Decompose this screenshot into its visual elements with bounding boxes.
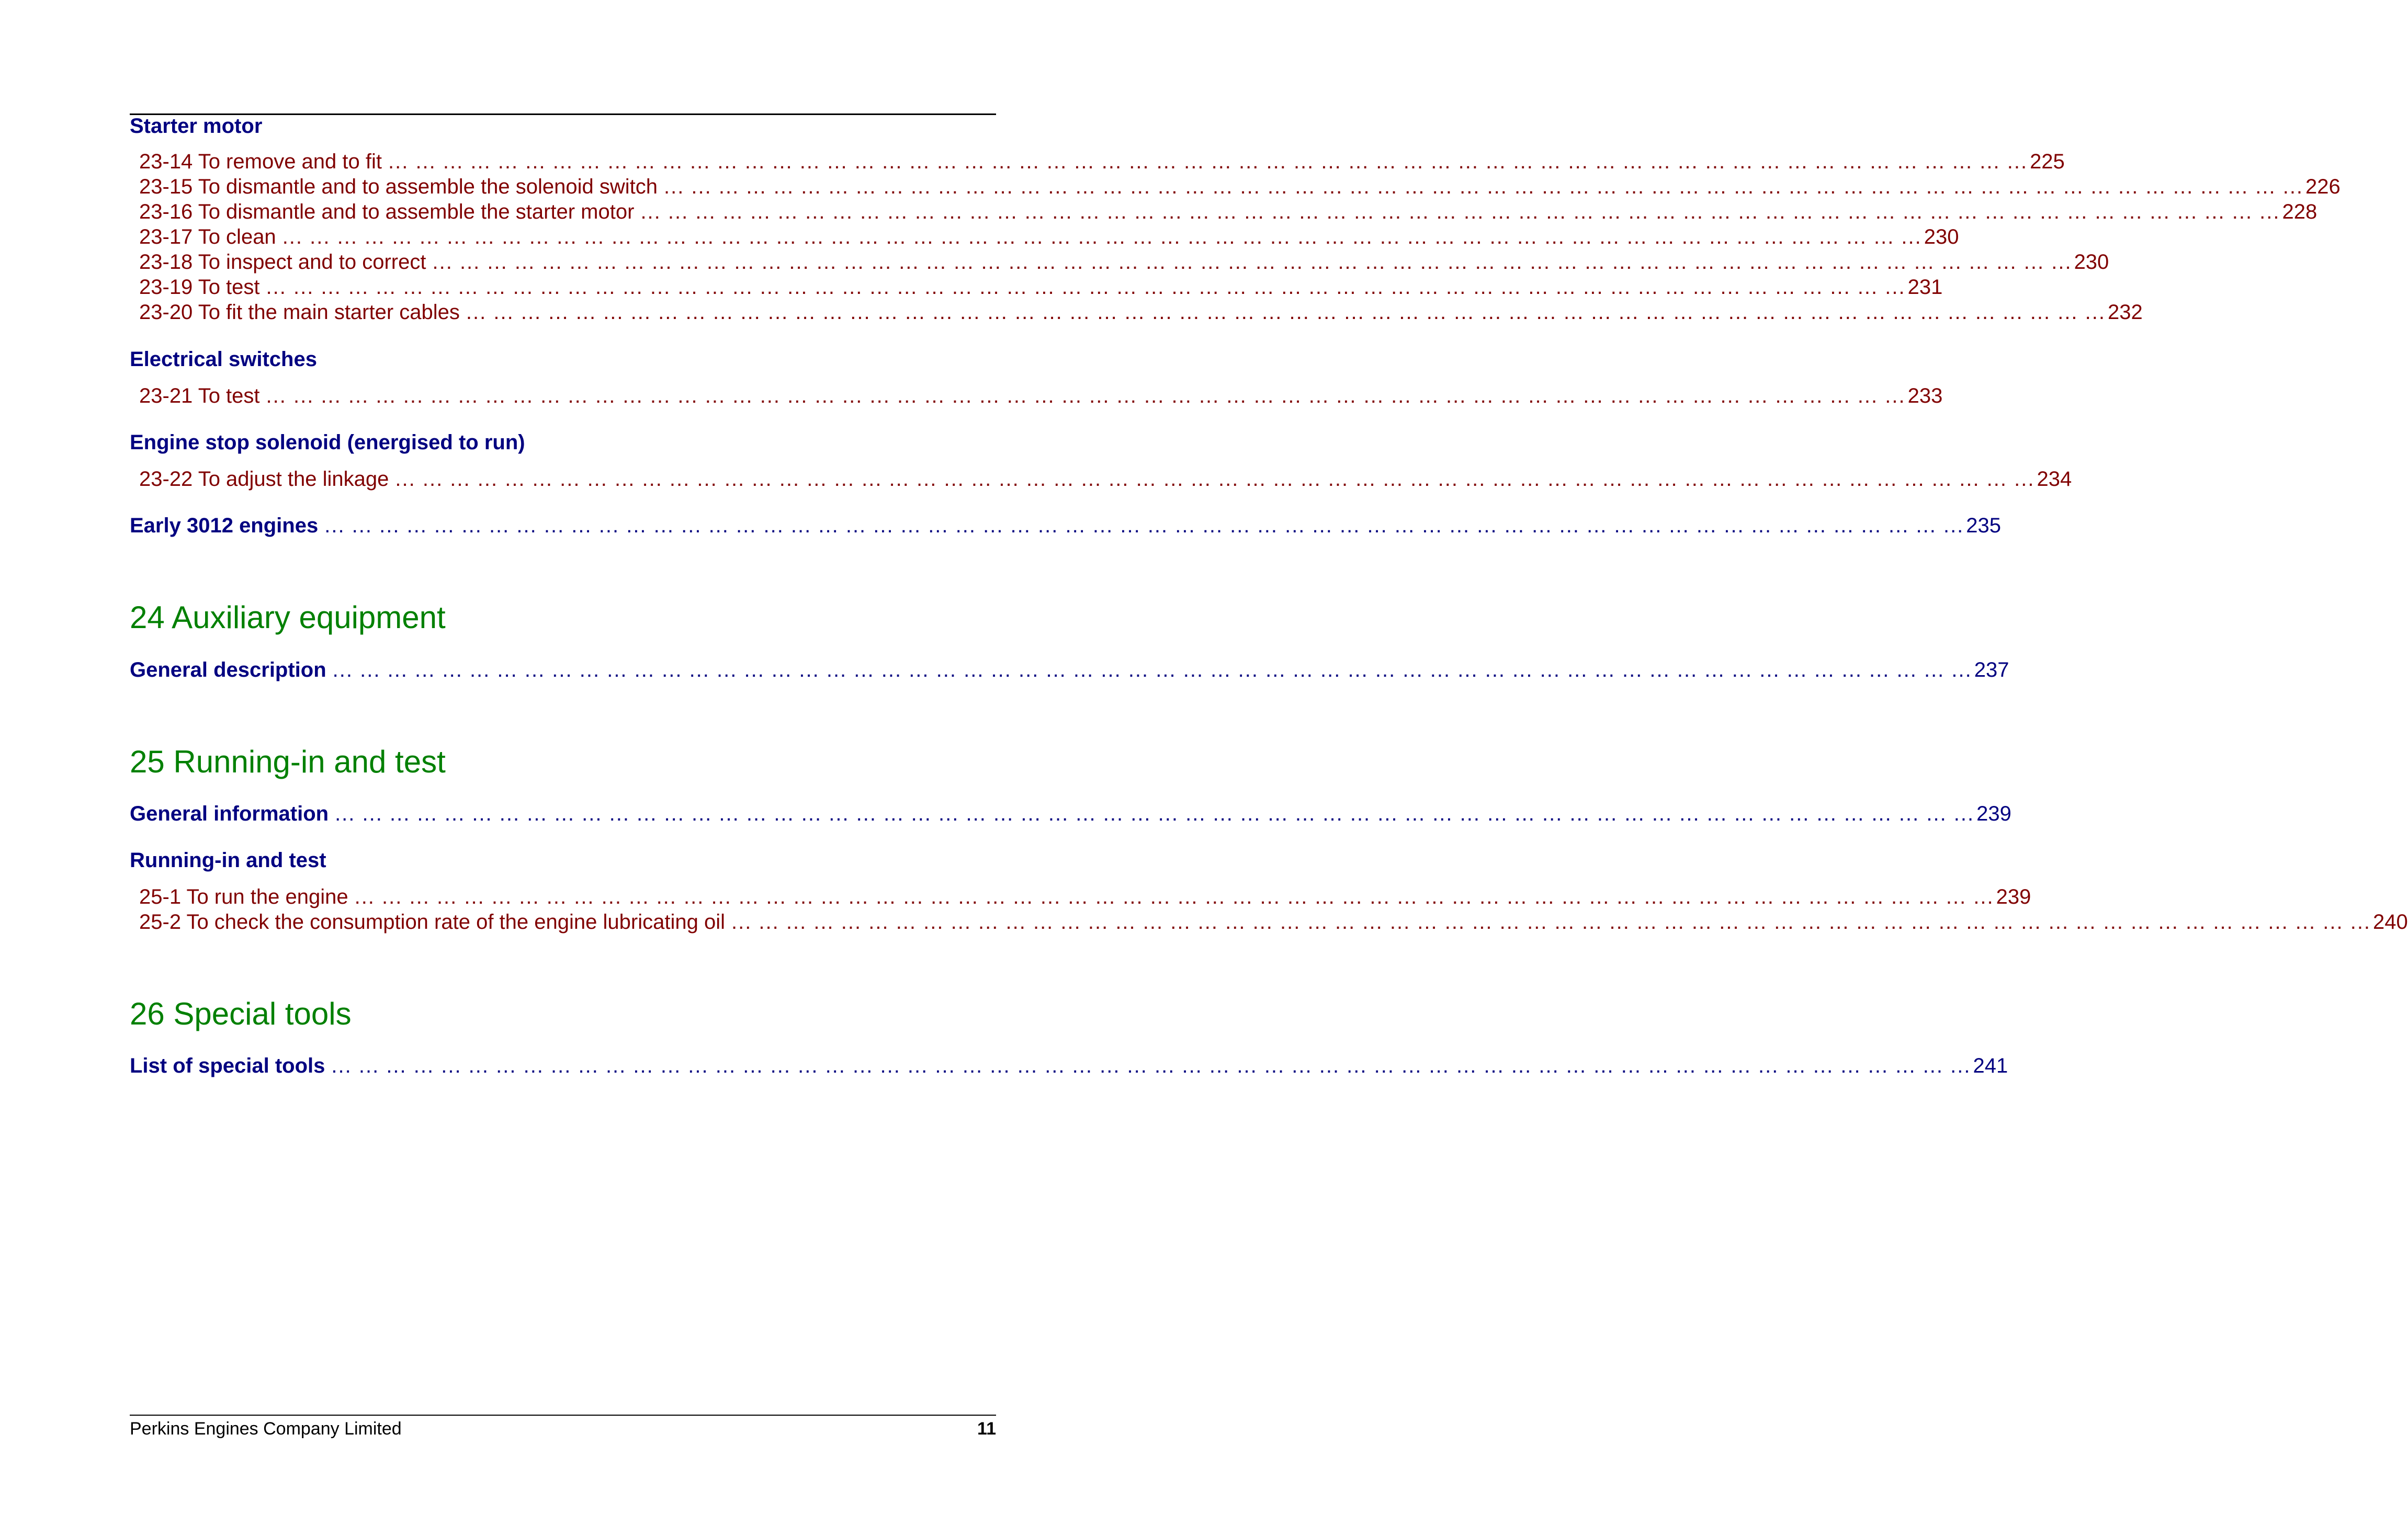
toc-section-general-information[interactable] [130, 801, 2011, 826]
dot-leader: ... ... ... ... ... ... ... ... ... ... ... ... ... ... ... ... ... ... ... ... ... ... ... ... ... ... ... ... ... ... ... ... ... ... ... ... ... ... ... ... ... ... ... ... ... ... ... ... ... ... ... ... ... ... ... ... ... ... ... ... [354, 885, 1994, 908]
toc-entry-page: 232 [2108, 301, 2143, 324]
toc-entry-page: 225 [2030, 150, 2065, 173]
heading-starter-motor: Starter motor [130, 115, 263, 138]
toc-entry-25-1[interactable] [139, 884, 2031, 909]
dot-leader: ... ... ... ... ... ... ... ... ... ... ... ... ... ... ... ... ... ... ... ... ... ... ... ... ... ... ... ... ... ... ... ... ... ... ... ... ... ... ... ... ... ... ... ... ... ... ... ... ... ... ... ... ... ... ... ... ... ... ... ... [388, 150, 2028, 173]
toc-entry-page: 233 [1907, 384, 1943, 407]
toc-section-label: General information [130, 802, 329, 825]
chapter-24-title: 24 Auxiliary equipment [130, 600, 446, 635]
toc-entry-23-20[interactable] [139, 300, 2143, 325]
toc-entry-label: 25-2 To check the consumption rate of the engine lubricating oil [139, 910, 725, 934]
toc-entry-23-21[interactable] [139, 383, 1943, 408]
toc-entry-23-19[interactable] [139, 275, 1943, 300]
heading-engine-stop-solenoid: Engine stop solenoid (energised to run) [130, 431, 525, 454]
toc-entry-label: 23-17 To clean [139, 225, 276, 248]
toc-entry-23-17[interactable] [139, 224, 1959, 249]
toc-entry-label: 23-16 To dismantle and to assemble the starter motor [139, 200, 635, 223]
toc-entry-label: 23-18 To inspect and to correct [139, 251, 426, 274]
toc-section-label: List of special tools [130, 1054, 325, 1077]
toc-section-page: 237 [1974, 658, 2009, 681]
dot-leader: ... ... ... ... ... ... ... ... ... ... ... ... ... ... ... ... ... ... ... ... ... ... ... ... ... ... ... ... ... ... ... ... ... ... ... ... ... ... ... ... ... ... ... ... ... ... ... ... ... ... ... ... ... ... ... ... ... ... ... ... [332, 658, 1972, 681]
toc-entry-23-14[interactable] [139, 149, 2065, 174]
toc-entry-label: 23-22 To adjust the linkage [139, 468, 389, 491]
toc-entry-page: 239 [1996, 885, 2031, 908]
toc-entry-label: 23-19 To test [139, 276, 260, 299]
toc-entry-25-2[interactable] [139, 909, 2408, 935]
toc-section-list-of-special-tools[interactable] [130, 1053, 2008, 1078]
dot-leader: ... ... ... ... ... ... ... ... ... ... ... ... ... ... ... ... ... ... ... ... ... ... ... ... ... ... ... ... ... ... ... ... ... ... ... ... ... ... ... ... ... ... ... ... ... ... ... ... ... ... ... ... ... ... ... ... ... ... ... ... [640, 200, 2280, 223]
toc-entry-23-18[interactable] [139, 249, 2109, 275]
footer-rule [130, 1415, 996, 1416]
heading-running-in-and-test: Running-in and test [130, 849, 326, 872]
footer-page-number: 11 [977, 1419, 996, 1439]
toc-entry-label: 23-14 To remove and to fit [139, 150, 382, 173]
toc-entry-page: 228 [2282, 200, 2317, 223]
dot-leader: ... ... ... ... ... ... ... ... ... ... ... ... ... ... ... ... ... ... ... ... ... ... ... ... ... ... ... ... ... ... ... ... ... ... ... ... ... ... ... ... ... ... ... ... ... ... ... ... ... ... ... ... ... ... ... ... ... ... ... ... [331, 1054, 1971, 1077]
dot-leader: ... ... ... ... ... ... ... ... ... ... ... ... ... ... ... ... ... ... ... ... ... ... ... ... ... ... ... ... ... ... ... ... ... ... ... ... ... ... ... ... ... ... ... ... ... ... ... ... ... ... ... ... ... ... ... ... ... ... ... ... [663, 175, 2304, 198]
dot-leader: ... ... ... ... ... ... ... ... ... ... ... ... ... ... ... ... ... ... ... ... ... ... ... ... ... ... ... ... ... ... ... ... ... ... ... ... ... ... ... ... ... ... ... ... ... ... ... ... ... ... ... ... ... ... ... ... ... ... ... ... [731, 910, 2371, 934]
toc-entry-page: 230 [1924, 225, 1959, 248]
dot-leader: ... ... ... ... ... ... ... ... ... ... ... ... ... ... ... ... ... ... ... ... ... ... ... ... ... ... ... ... ... ... ... ... ... ... ... ... ... ... ... ... ... ... ... ... ... ... ... ... ... ... ... ... ... ... ... ... ... ... ... ... [335, 802, 1975, 825]
dot-leader: ... ... ... ... ... ... ... ... ... ... ... ... ... ... ... ... ... ... ... ... ... ... ... ... ... ... ... ... ... ... ... ... ... ... ... ... ... ... ... ... ... ... ... ... ... ... ... ... ... ... ... ... ... ... ... ... ... ... ... ... [432, 251, 2072, 274]
toc-section-label: Early 3012 engines [130, 514, 319, 537]
toc-entry-label: 23-15 To dismantle and to assemble the solenoid switch [139, 175, 658, 198]
toc-entry-23-16[interactable] [139, 199, 2317, 224]
dot-leader: ... ... ... ... ... ... ... ... ... ... ... ... ... ... ... ... ... ... ... ... ... ... ... ... ... ... ... ... ... ... ... ... ... ... ... ... ... ... ... ... ... ... ... ... ... ... ... ... ... ... ... ... ... ... ... ... ... ... ... ... [266, 276, 1906, 299]
toc-section-early-3012[interactable] [130, 513, 2002, 538]
dot-leader: ... ... ... ... ... ... ... ... ... ... ... ... ... ... ... ... ... ... ... ... ... ... ... ... ... ... ... ... ... ... ... ... ... ... ... ... ... ... ... ... ... ... ... ... ... ... ... ... ... ... ... ... ... ... ... ... ... ... ... ... [282, 225, 1922, 248]
toc-entry-page: 226 [2305, 175, 2341, 198]
dot-leader: ... ... ... ... ... ... ... ... ... ... ... ... ... ... ... ... ... ... ... ... ... ... ... ... ... ... ... ... ... ... ... ... ... ... ... ... ... ... ... ... ... ... ... ... ... ... ... ... ... ... ... ... ... ... ... ... ... ... ... ... [466, 301, 2106, 324]
toc-entry-page: 230 [2074, 251, 2109, 274]
toc-entry-label: 23-21 To test [139, 384, 260, 407]
toc-entry-page: 234 [2037, 468, 2072, 491]
dot-leader: ... ... ... ... ... ... ... ... ... ... ... ... ... ... ... ... ... ... ... ... ... ... ... ... ... ... ... ... ... ... ... ... ... ... ... ... ... ... ... ... ... ... ... ... ... ... ... ... ... ... ... ... ... ... ... ... ... ... ... ... [324, 514, 1964, 537]
toc-section-page: 239 [1976, 802, 2011, 825]
dot-leader: ... ... ... ... ... ... ... ... ... ... ... ... ... ... ... ... ... ... ... ... ... ... ... ... ... ... ... ... ... ... ... ... ... ... ... ... ... ... ... ... ... ... ... ... ... ... ... ... ... ... ... ... ... ... ... ... ... ... ... ... [395, 468, 2035, 491]
footer-company: Perkins Engines Company Limited [130, 1419, 402, 1439]
toc-entry-page: 240 [2373, 910, 2408, 934]
toc-entry-23-15[interactable] [139, 174, 2341, 199]
chapter-26-title: 26 Special tools [130, 996, 352, 1031]
toc-section-page: 241 [1973, 1054, 2008, 1077]
page-footer [130, 1417, 996, 1440]
dot-leader: ... ... ... ... ... ... ... ... ... ... ... ... ... ... ... ... ... ... ... ... ... ... ... ... ... ... ... ... ... ... ... ... ... ... ... ... ... ... ... ... ... ... ... ... ... ... ... ... ... ... ... ... ... ... ... ... ... ... ... ... [266, 384, 1906, 407]
toc-section-general-description[interactable] [130, 657, 2009, 682]
toc-entry-label: 23-20 To fit the main starter cables [139, 301, 460, 324]
chapter-25-title: 25 Running-in and test [130, 744, 446, 779]
heading-electrical-switches: Electrical switches [130, 348, 317, 371]
toc-section-page: 235 [1966, 514, 2002, 537]
toc-entry-23-22[interactable] [139, 466, 2072, 492]
toc-entry-label: 25-1 To run the engine [139, 885, 348, 908]
toc-entry-page: 231 [1907, 276, 1943, 299]
toc-section-label: General description [130, 658, 326, 681]
